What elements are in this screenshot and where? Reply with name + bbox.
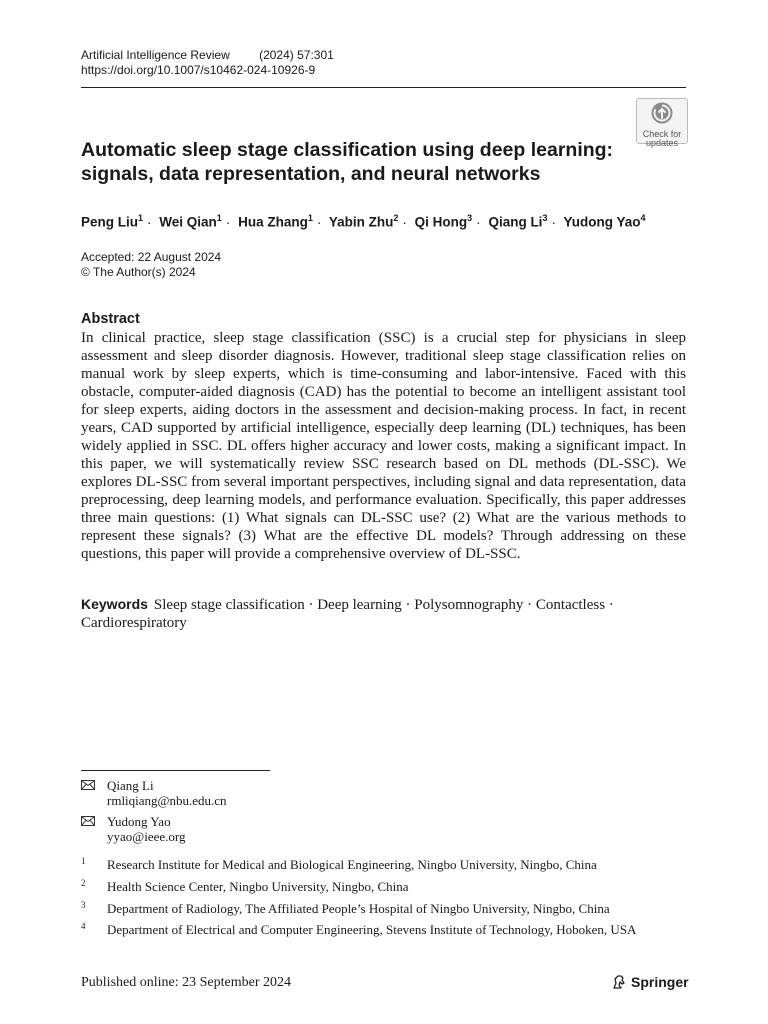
author-name[interactable]: Yudong Yao <box>563 214 641 230</box>
keywords-section <box>81 595 686 632</box>
affiliation-number: 2 <box>81 878 86 888</box>
paper-title <box>81 138 621 186</box>
badge-line1: Check for <box>642 129 682 139</box>
keywords-heading: Keywords <box>81 596 148 612</box>
author-name[interactable]: Qiang Li <box>488 214 543 230</box>
affiliation-text: Health Science Center, Ningbo University, Ningbo, China <box>107 879 409 894</box>
paper-title-line1: Automatic sleep stage classification using deep learning: <box>81 139 614 161</box>
author-list <box>81 209 701 232</box>
envelope-icon <box>81 816 95 826</box>
journal-header <box>81 48 334 78</box>
affiliation-text: Department of Radiology, The Affiliated People’s Hospital of Ningbo University, Ningbo, China <box>107 901 610 916</box>
affiliation-number: 1 <box>81 856 86 866</box>
check-for-updates-icon <box>649 101 675 125</box>
author-affiliation-mark: 1 <box>307 213 313 223</box>
header-rule <box>81 87 686 88</box>
accepted-date: Accepted: 22 August 2024 <box>81 250 222 264</box>
author-affiliation-mark: 4 <box>640 213 646 223</box>
affiliation-number: 3 <box>81 900 86 910</box>
abstract-text: In clinical practice, sleep stage classification (SSC) is a crucial step for physicians in sleep assessment and sleep disorder diagnosis. However, traditional sleep stage classification relies on manual work by sleep experts, which is time-consuming and labor-intensive. Faced with this obstacle, computer-aided diagnosis (CAD) has the potential to become an intelligent assistant tool for sleep experts, aiding doctors in the assessment and decision-making process. In fact, in recent years, CAD supported by artificial intelligence, especially deep learning (DL) techniques, has been widely applied in SSC. DL offers higher accuracy and lower costs, making a significant impact. In this paper, we will systematically review SSC research based on DL methods (DL-SSC). We explores DL-SSC from several important perspectives, including signal and data representation, data preprocessing, deep learning models, and performance evaluation. Specifically, this paper addresses three main questions: (1) What signals can DL-SSC use? (2) What are the various methods to represent these signals? (3) What are the effective DL models? Through addressing on these questions, this paper will provide a comprehensive overview of DL-SSC. <box>81 330 686 562</box>
author-name[interactable]: Hua Zhang <box>238 214 308 230</box>
author-affiliation-mark: 1 <box>216 213 222 223</box>
published-online-date: Published online: 23 September 2024 <box>81 975 291 990</box>
journal-name: Artificial Intelligence Review <box>81 48 230 62</box>
author-affiliation-mark: 3 <box>542 213 548 223</box>
check-for-updates-badge[interactable] <box>636 98 688 148</box>
doi-link[interactable]: https://doi.org/10.1007/s10462-024-10926-9 <box>81 63 316 77</box>
paper-title-line2: signals, data representation, and neural networks <box>81 163 541 185</box>
author-separator: · <box>147 214 152 230</box>
author-separator: · <box>225 214 231 230</box>
envelope-icon <box>81 780 95 790</box>
author-separator: · <box>476 214 481 230</box>
affiliation-number: 4 <box>81 921 86 931</box>
publisher-name: Springer <box>631 974 689 990</box>
keywords-list: Sleep stage classification · Deep learning · Polysomnography · Contactless · Cardiorespiratory <box>81 597 614 631</box>
contact-email[interactable]: yyao@ieee.org <box>107 829 186 844</box>
author-separator: · <box>551 214 556 230</box>
author-separator: · <box>316 214 322 230</box>
copyright-notice: © The Author(s) 2024 <box>81 265 196 279</box>
author-name[interactable]: Peng Liu <box>81 214 138 230</box>
badge-line2: updates <box>645 138 679 148</box>
author-affiliation-mark: 2 <box>393 213 399 223</box>
author-affiliation-mark: 1 <box>138 213 144 223</box>
affiliation-text: Department of Electrical and Computer Engineering, Stevens Institute of Technology, Hoboken, USA <box>107 922 637 937</box>
author-affiliation-mark: 3 <box>467 213 473 223</box>
contact-email[interactable]: rmliqiang@nbu.edu.cn <box>107 793 227 808</box>
springer-horse-icon <box>611 974 627 990</box>
abstract-heading: Abstract <box>81 311 140 327</box>
footnote-rule <box>81 770 270 771</box>
author-name[interactable]: Yabin Zhu <box>328 214 394 230</box>
affiliation-text: Research Institute for Medical and Biological Engineering, Ningbo University, Ningbo, China <box>107 857 597 872</box>
springer-logo <box>611 974 689 990</box>
contact-name: Yudong Yao <box>107 814 171 829</box>
author-name[interactable]: Qi Hong <box>414 214 468 230</box>
contact-name: Qiang Li <box>107 778 154 793</box>
author-name[interactable]: Wei Qian <box>159 214 217 230</box>
publication-dates <box>81 250 221 280</box>
journal-volume: (2024) 57:301 <box>259 48 334 62</box>
author-separator: · <box>402 214 407 230</box>
